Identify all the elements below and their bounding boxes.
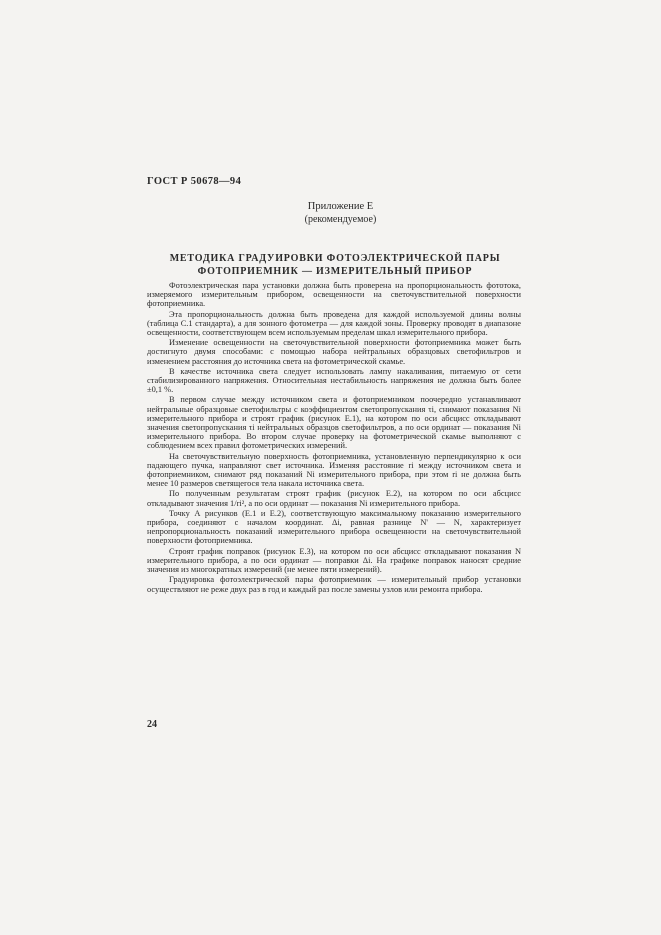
appendix-subtitle: (рекомендуемое) — [304, 214, 377, 225]
standard-header: ГОСТ Р 50678—94 — [147, 176, 242, 187]
section-title-line2: ФОТОПРИЕМНИК — ИЗМЕРИТЕЛЬНЫЙ ПРИБОР — [197, 266, 473, 277]
body-text — [147, 281, 521, 594]
paragraph: На светочувствительную поверхность фотоприемника, установленную перпендикулярно к оси падающего пучка, направляют свет источника. Изменяя расстояние ri между источником света и фотоприемником, снимают ряд показаний Ni измерительного прибора, при этом ri не должна быть менее 10 размеров светящегося тела накала источника света. — [147, 451, 521, 489]
paragraph: В качестве источника света следует использовать лампу накаливания, питаемую от сети стабилизированного напряжения. Относительная нестабильность напряжения не должна быть более ±0,1 %. — [147, 366, 521, 395]
paragraph: Градуировка фотоэлектрической пары фотоприемник — измерительный прибор установки осуществляют не реже двух раз в год и каждый раз после замены узлов или ремонта прибора. — [147, 575, 521, 594]
paragraph: По полученным результатам строят график (рисунок Е.2), на котором по оси абсцисс откладывают значения 1/ri², а по оси ординат — показания Ni измерительного прибора. — [147, 489, 521, 508]
paragraph: Изменение освещенности на светочувствительной поверхности фотоприемника может быть достигнуто двумя способами: с помощью набора нейтральных образцовых светофильтров и изменением расстояния до источника света на фотометрической скамье. — [147, 338, 521, 366]
paragraph: Строят график поправок (рисунок Е.3), на котором по оси абсцисс откладывают показания N измерительного прибора, а по оси ординат — поправки Δi. На графике поправок наносят средние значения из многократных измерений (не менее пяти измерений). — [147, 546, 521, 575]
section-title-line1: МЕТОДИКА ГРАДУИРОВКИ ФОТОЭЛЕКТРИЧЕСКОЙ ПАРЫ — [169, 253, 501, 264]
paragraph: Эта пропорциональность должна быть проведена для каждой используемой длины волны (таблица С.1 стандарта), а для зонного фотометра — для каждой зоны. Проверку проводят в диапазоне освещенности, соответствующем всем используемым пределам шкал измерительного прибора. — [147, 309, 521, 338]
paragraph: Точку А рисунков (Е.1 и Е.2), соответствующую максимальному показанию измерительного прибора, соединяют с началом координат. Δi, равная разнице N' — N, характеризует непропорциональность показаний измерительного прибора освещенности на светочувствительной поверхности фотоприемника. — [147, 508, 521, 546]
appendix-title: Приложение Е — [307, 201, 374, 212]
paragraph: Фотоэлектрическая пара установки должна быть проверена на пропорциональность фототока, измеряемого измерительным прибором, освещенности на светочувствительной поверхности фотоприемника. — [147, 281, 521, 309]
page-number: 24 — [147, 719, 157, 730]
paragraph: В первом случае между источником света и фотоприемником поочередно устанавливают нейтральные образцовые светофильтры с коэффициентом светопропускания τi, снимают показания Ni измерительного прибора и строят график (рисунок Е.1), на котором по оси абсцисс откладывают значения светопропускания τi нейтральных образцов светофильтров, а по оси ординат — показания Ni измерительного прибора. Во втором случае проверку на фотометрической скамье выполняют с соблюдением всех правил фотометрических измерений. — [147, 395, 521, 451]
